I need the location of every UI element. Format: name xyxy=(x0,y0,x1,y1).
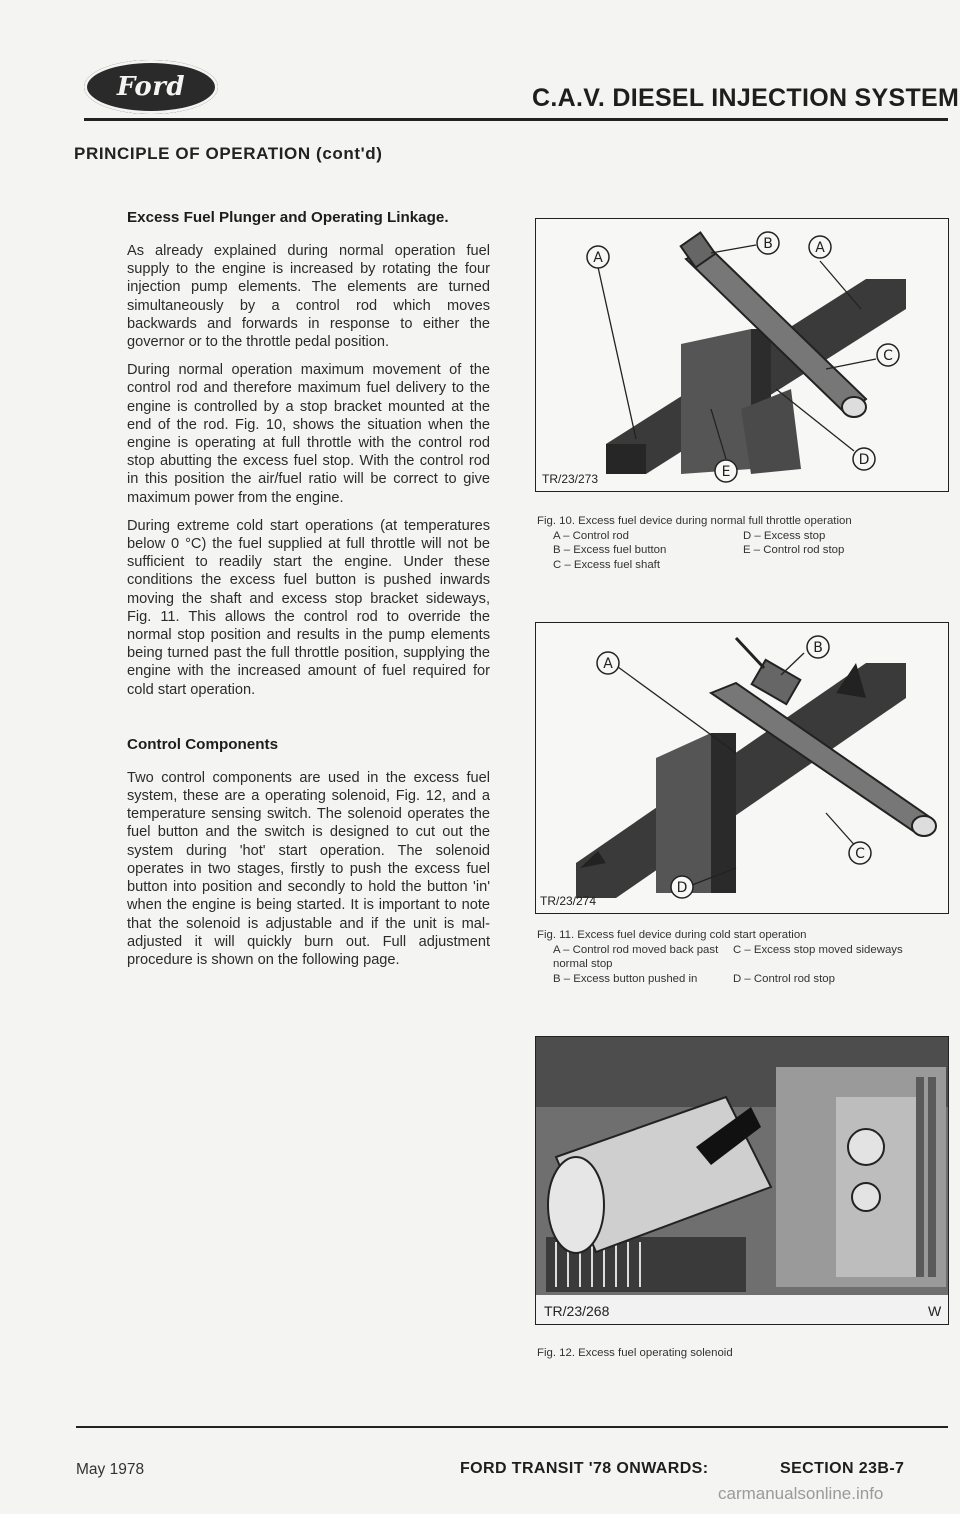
fig10-ref: TR/23/273 xyxy=(542,472,599,486)
fig12-corner-mark: W xyxy=(928,1303,942,1319)
logo-text: Ford xyxy=(116,72,186,102)
fig10-legend-e: E – Control rod stop xyxy=(743,544,845,556)
paragraph-3: During extreme cold start operations (at temperatures below 0 °C) the fuel supplied at full throttle will not be sufficient to readily start the engine. Under these conditions the excess fuel button is pushed inwards moving the shaft and excess stop bracket sideways, Fig. 11. This allows the control rod to override the normal stop position and results in the pump elements being turned past the full throttle position, supplying the engine with the increased amount of fuel required for cold start operation. xyxy=(127,517,490,698)
fig10-callout-d: D xyxy=(858,452,870,468)
fig12-ref: TR/23/268 xyxy=(544,1303,610,1319)
document-title: C.A.V. DIESEL INJECTION SYSTEM xyxy=(532,84,960,112)
fig10-callout-e: E xyxy=(721,464,731,480)
fig10-callout-a2: A xyxy=(815,240,825,256)
header-rule xyxy=(84,118,948,121)
fig11-legend-c: C – Excess stop moved sideways xyxy=(733,943,903,956)
figure-10-illustration xyxy=(535,218,949,492)
figure-12-drawing xyxy=(536,1037,948,1324)
heading-excess-fuel-plunger: Excess Fuel Plunger and Operating Linkage. xyxy=(127,209,449,226)
figure-12-caption: Fig. 12. Excess fuel operating solenoid xyxy=(537,1347,733,1359)
fig10-caption-title: Fig. 10. Excess fuel device during normal full throttle operation xyxy=(537,515,852,527)
fig10-callout-a: A xyxy=(593,250,603,266)
fig11-legend-b: B – Excess button pushed in xyxy=(553,972,698,985)
figure-10-caption xyxy=(537,514,947,572)
figure-10-drawing xyxy=(536,219,948,491)
fig10-legend-a: A – Control rod xyxy=(553,529,629,542)
fig10-callout-c: C xyxy=(883,348,893,364)
ford-logo xyxy=(84,60,218,114)
fig11-legend-d: D – Control rod stop xyxy=(733,972,835,985)
footer-section-number: SECTION 23B-7 xyxy=(780,1460,905,1477)
paragraph-1: As already explained during normal operation fuel supply to the engine is increased by rotating the four injection pump elements. The elements are turned simultaneously by a control rod which moves backwards and forwards in response to either the governor or to the throttle pedal position. xyxy=(127,243,490,351)
fig11-callout-b: B xyxy=(813,640,823,656)
fig11-ref: TR/23/274 xyxy=(540,894,597,908)
figure-11-illustration xyxy=(535,622,949,914)
figure-11-drawing xyxy=(536,623,948,913)
watermark: carmanualsonline.info xyxy=(718,1484,884,1503)
fig11-callout-a: A xyxy=(603,656,613,672)
fig10-legend-b: B – Excess fuel button xyxy=(553,544,667,556)
footer-book-title: FORD TRANSIT '78 ONWARDS: xyxy=(460,1460,709,1477)
section-title: PRINCIPLE OF OPERATION (cont'd) xyxy=(74,144,383,163)
footer-date: May 1978 xyxy=(76,1461,145,1478)
fig11-callout-d: D xyxy=(676,880,688,896)
paragraph-4: Two control components are used in the excess fuel system, these are a operating solenoid, Fig. 12, and a temperature sensing switch. The solenoid operates the fuel button and the switch is designed to cut out the system during 'hot' start operation. The solenoid operates in two stages, firstly to push the excess fuel button into position and secondly to hold the button 'in' when the engine is being started. It is important to note that the solenoid is adjustable and if the unit is mal-adjusted it will quickly burn out. Full adjustment procedure is shown on the following page. xyxy=(127,769,490,968)
body-column xyxy=(127,208,490,969)
heading-control-components: Control Components xyxy=(127,735,279,753)
fig10-legend-d: D – Excess stop xyxy=(743,529,826,542)
paragraph-2: During normal operation maximum movement of the control rod and therefore maximum fuel delivery to the engine is controlled by a stop bracket mounted at the end of the rod. Fig. 10, shows the situation when the engine is operating at full throttle with the control rod stop abutting the excess fuel stop. With the control rod in this position the air/fuel ratio will be correct to give maximum power from the engine. xyxy=(127,362,490,506)
fig11-caption-title: Fig. 11. Excess fuel device during cold start operation xyxy=(537,929,807,941)
figure-11-caption xyxy=(537,928,947,986)
figure-12-photo xyxy=(535,1036,949,1325)
fig10-legend-c: C – Excess fuel shaft xyxy=(553,558,660,571)
footer-rule xyxy=(76,1426,948,1428)
fig11-legend-a: A – Control rod moved back past normal stop xyxy=(553,943,719,970)
fig11-callout-c: C xyxy=(855,846,865,862)
fig10-callout-b: B xyxy=(763,236,773,252)
